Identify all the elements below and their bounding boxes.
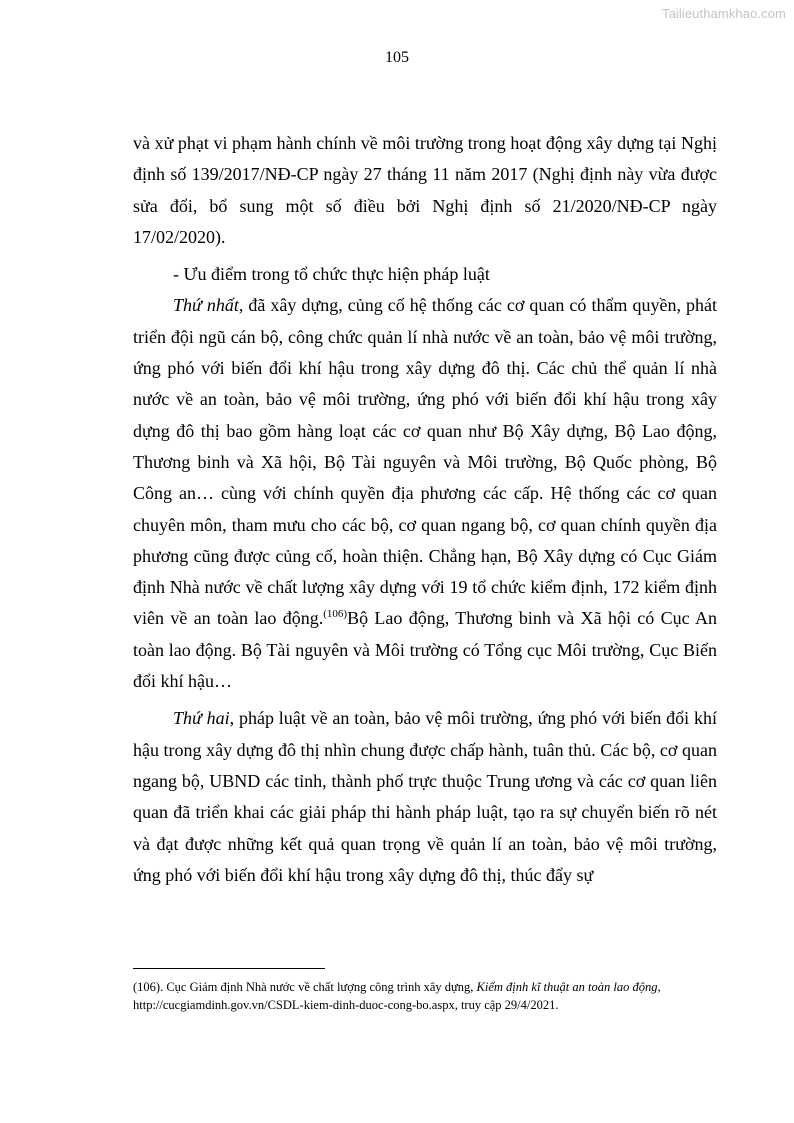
body-text xyxy=(133,128,717,891)
watermark: Tailieuthamkhao.com xyxy=(661,6,786,21)
footnote-text: , http://cucgiamdinh.gov.vn/CSDL-kiem-dinh-duoc-cong-bo.aspx, truy cập 29/4/2021. xyxy=(133,980,661,1012)
paragraph-second-point xyxy=(133,703,717,891)
page-number: 105 xyxy=(385,49,409,66)
lead-phrase: Thứ nhất, xyxy=(173,295,244,316)
paragraph-text: , pháp luật về an toàn, bảo vệ môi trường, ứng phó với biến đổi khí hậu trong xây dựng đô thị nhìn chung được chấp hành, tuân thủ. Các bộ, cơ quan ngang bộ, UBND các tỉnh, thành phố trực thuộc Trung ương và các cơ quan liên quan đã triển khai các giải pháp thi hành pháp luật, tạo ra sự chuyển biến rõ nét và đạt được những kết quả quan trọng về quản lí an toàn, bảo vệ môi trường, ứng phó với biến đổi khí hậu trong xây dựng đô thị, thúc đẩy sự xyxy=(133,708,717,885)
footnote xyxy=(133,978,717,1014)
footnote-text: (106). Cục Giám định Nhà nước về chất lượng công trình xây dựng, xyxy=(133,980,477,994)
paragraph-text: Bộ Lao động, Thương binh và Xã hội có Cục An toàn lao động. Bộ Tài nguyên và Môi trường có Tổng cục Môi trường, Cục Biến đổi khí hậu… xyxy=(133,608,718,692)
paragraph-first-point xyxy=(133,290,717,697)
section-heading: - Ưu điểm trong tổ chức thực hiện pháp luật xyxy=(173,264,490,285)
paragraph-text: đã xây dựng, củng cố hệ thống các cơ quan có thẩm quyền, phát triển đội ngũ cán bộ, công chức quản lí nhà nước về an toàn, bảo vệ môi trường, ứng phó với biến đổi khí hậu trong xây dựng đô thị. Các chủ thể quản lí nhà nước về an toàn, bảo vệ môi trường, ứng phó với biến đổi khí hậu trong xây dựng đô thị bao gồm hàng loạt các cơ quan như Bộ Xây dựng, Bộ Lao động, Thương binh và Xã hội, Bộ Tài nguyên và Môi trường, Bộ Quốc phòng, Bộ Công an… cùng với chính quyền địa phương các cấp. Hệ thống các cơ quan chuyên môn, tham mưu cho các bộ, cơ quan ngang bộ, cơ quan chính quyền địa phương cũng được củng cố, hoàn thiện. Chẳng hạn, Bộ Xây dựng có Cục Giám định Nhà nước về chất lượng xây dựng với 19 tổ chức kiểm định, 172 kiểm định viên về an toàn lao động. xyxy=(133,295,717,629)
footnote-divider xyxy=(133,968,325,969)
paragraph-continuation: và xử phạt vi phạm hành chính về môi trường trong hoạt động xây dựng tại Nghị định số 139/2017/NĐ-CP ngày 27 tháng 11 năm 2017 (Nghị định này vừa được sửa đổi, bổ sung một số điều bởi Nghị định số 21/2020/NĐ-CP ngày 17/02/2020). xyxy=(133,133,717,247)
footnote-reference[interactable]: (106) xyxy=(323,608,348,621)
footnote-title: Kiểm định kĩ thuật an toàn lao động xyxy=(476,980,658,994)
lead-phrase: Thứ hai xyxy=(173,708,230,729)
